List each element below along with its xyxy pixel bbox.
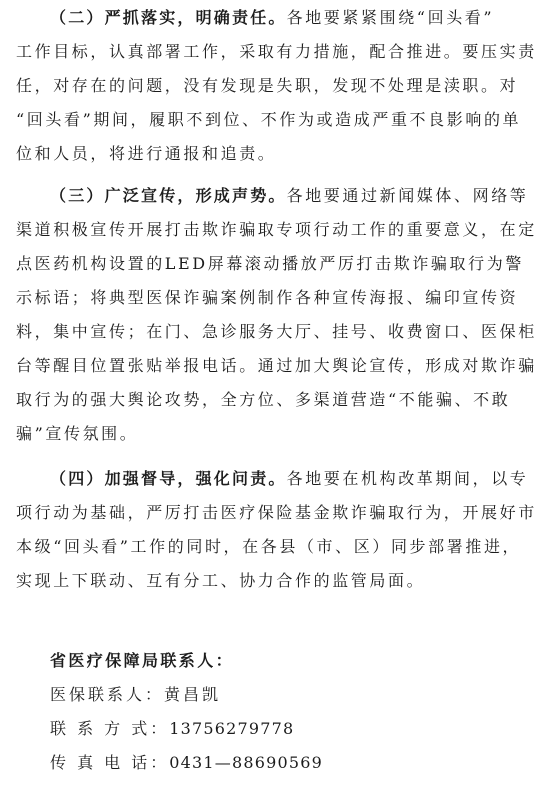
paragraph-line: 示标语；将典型医保诈骗案例制作各种宣传海报、编印宣传资 bbox=[16, 288, 519, 307]
contact-person-value: 黄昌凯 bbox=[164, 685, 222, 704]
contact-fax-label: 传 真 电 话： bbox=[50, 753, 170, 772]
contact-title: 省医疗保障局联系人： bbox=[50, 651, 235, 670]
paragraph-line: 本级“回头看”工作的同时，在各县（市、区）同步部署推进， bbox=[16, 537, 522, 556]
paragraph-line: 台等醒目位置张贴举报电话。通过加大舆论宣传，形成对欺诈骗 bbox=[16, 356, 537, 375]
paragraph-heading: （三）广泛宣传，形成声势。 bbox=[50, 186, 287, 205]
paragraph-line: 实现上下联动、互有分工、协力合作的监管局面。 bbox=[16, 571, 426, 590]
paragraph-text: 各地要紧紧围绕“回头看” bbox=[286, 8, 495, 27]
paragraph-first-line bbox=[50, 464, 528, 494]
paragraph-line: 工作目标，认真部署工作，采取有力措施，配合推进。要压实责 bbox=[16, 42, 537, 61]
paragraph-line: 项行动为基础，严厉打击医疗保险基金欺诈骗取行为，开展好市 bbox=[16, 503, 537, 522]
paragraph-heading: （二）严抓落实，明确责任。 bbox=[50, 8, 287, 27]
paragraph-first-line bbox=[50, 3, 494, 33]
paragraph-line: 位和人员，将进行通报和追责。 bbox=[16, 144, 277, 163]
paragraph-line: 渠道积极宣传开展打击欺诈骗取专项行动工作的重要意义，在定 bbox=[16, 220, 537, 239]
contact-phone-label: 联 系 方 式： bbox=[50, 719, 170, 738]
paragraph-line: 骗”宣传氛围。 bbox=[16, 424, 139, 443]
contact-person-label: 医保联系人： bbox=[50, 685, 165, 704]
contact-phone-value: 13756279778 bbox=[169, 719, 295, 738]
paragraph-text: 各地要在机构改革期间，以专 bbox=[286, 469, 529, 488]
paragraph-line: 任，对存在的问题，没有发现是失职，发现不处理是渎职。对 bbox=[16, 76, 519, 95]
contact-person bbox=[50, 680, 221, 710]
paragraph-heading: （四）加强督导，强化问责。 bbox=[50, 469, 287, 488]
paragraph-first-line bbox=[50, 181, 528, 211]
paragraph-line: 取行为的强大舆论攻势，全方位、多渠道营造“不能骗、不敢 bbox=[16, 390, 511, 409]
paragraph-line: “回头看”期间，履职不到位、不作为或造成严重不良影响的单 bbox=[16, 110, 522, 129]
paragraph-text: 各地要通过新闻媒体、网络等 bbox=[286, 186, 529, 205]
contact-fax bbox=[50, 748, 323, 778]
contact-phone bbox=[50, 714, 294, 744]
paragraph-line: 料，集中宣传；在门、急诊服务大厅、挂号、收费窗口、医保柜 bbox=[16, 322, 537, 341]
contact-fax-value: 0431—88690569 bbox=[169, 753, 324, 772]
paragraph-line: 点医药机构设置的LED屏幕滚动播放严厉打击欺诈骗取行为警 bbox=[16, 254, 524, 273]
